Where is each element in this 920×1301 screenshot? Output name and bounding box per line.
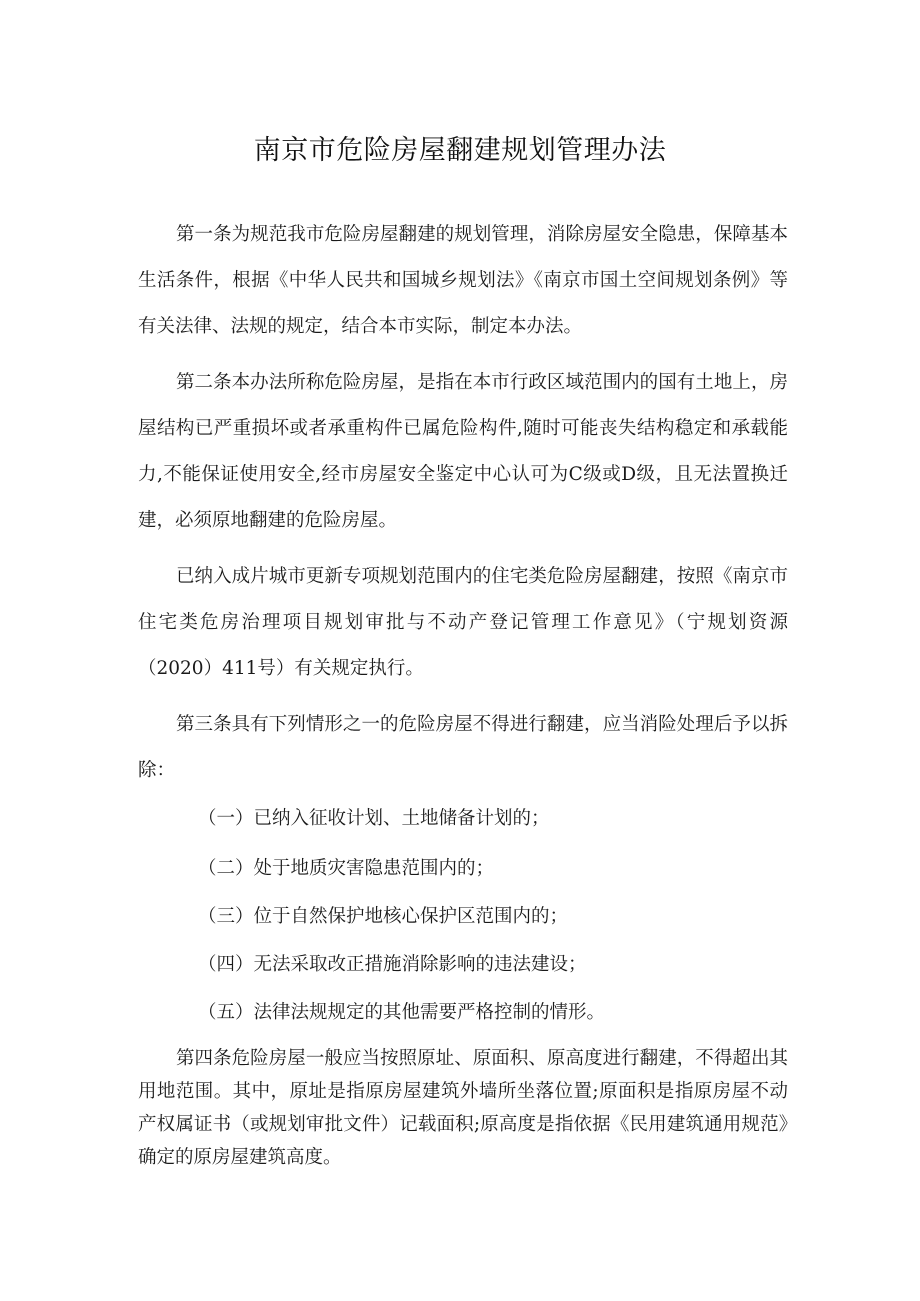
article-4-paragraph: 第四条危险房屋一般应当按照原址、原面积、原高度进行翻建，不得超出其用地范围。其中，原址是指原房屋建筑外墙所坐落位置;原面积是指原房屋不动产权属证书（或规划审批文件）记载面积;原高度是指依据《民用建筑通用规范》确定的原房屋建筑高度。 xyxy=(138,1048,788,1168)
article-3-item-4: （四）无法采取改正措施消除影响的违法建设； xyxy=(198,954,587,975)
article-2-supplement-paragraph: 已纳入成片城市更新专项规划范围内的住宅类危险房屋翻建，按照《南京市住宅类危房治理项目规划审批与不动产登记管理工作意见》（宁规划资源（2020）411号）有关规定执行。 xyxy=(138,566,788,679)
article-3-paragraph: 第三条具有下列情形之一的危险房屋不得进行翻建，应当消险处理后予以拆除： xyxy=(138,714,788,781)
article-1-paragraph: 第一条为规范我市危险房屋翻建的规划管理，消除房屋安全隐患，保障基本生活条件，根据《中华人民共和国城乡规划法》《南京市国土空间规划条例》等有关法律、法规的规定，结合本市实际，制定本办法。 xyxy=(138,224,788,337)
article-3-item-5: （五）法律法规规定的其他需要严格控制的情形。 xyxy=(198,1002,606,1023)
document-title: 南京市危险房屋翻建规划管理办法 xyxy=(253,135,667,166)
article-3-item-2: （二）处于地质灾害隐患范围内的； xyxy=(198,858,495,879)
article-3-item-3: （三）位于自然保护地核心保护区范围内的； xyxy=(198,906,569,927)
article-3-item-1: （一）已纳入征收计划、土地储备计划的； xyxy=(198,808,550,829)
article-2-paragraph: 第二条本办法所称危险房屋，是指在本市行政区域范围内的国有土地上，房屋结构已严重损坏或者承重构件已属危险构件,随时可能丧失结构稳定和承载能力,不能保证使用安全,经市房屋安全鉴定中心认可为C级或D级，且无法置换迁建，必须原地翻建的危险房屋。 xyxy=(138,372,788,531)
